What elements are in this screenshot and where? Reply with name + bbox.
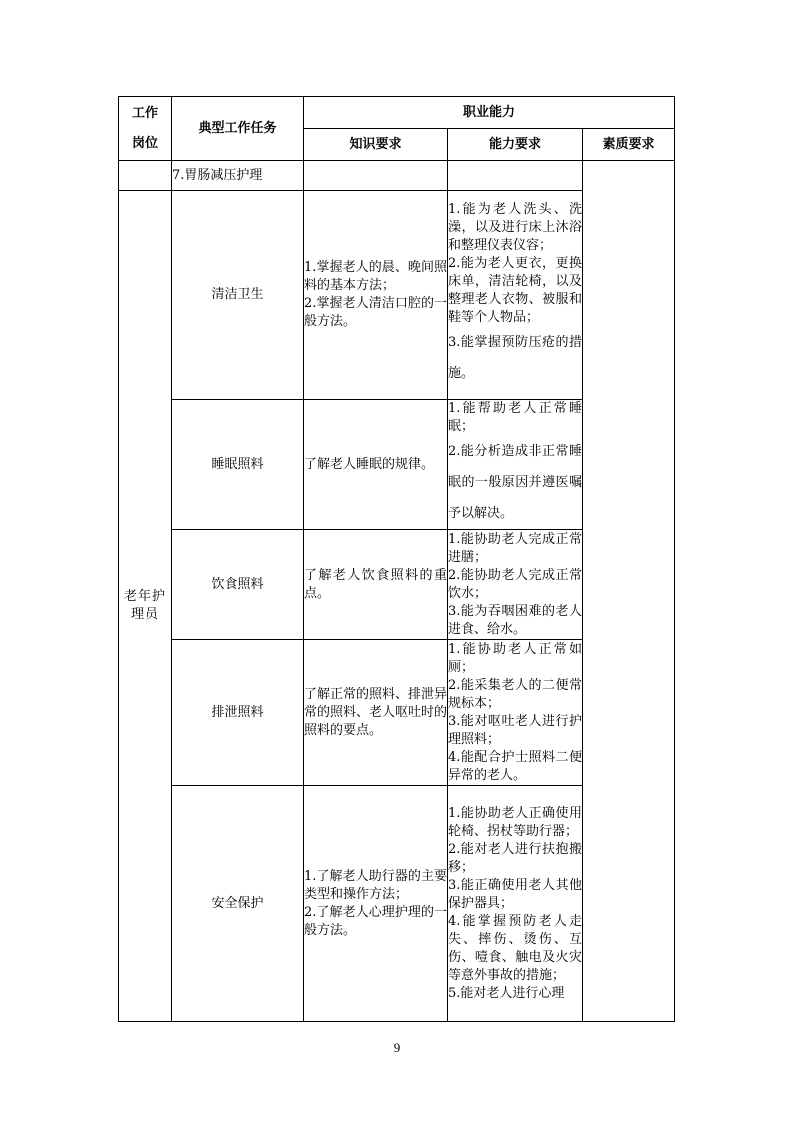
ability-cell [448,161,583,191]
ability-item: 4.能掌握预防老人走失、摔伤、烫伤、互伤、噎食、触电及火灾等意外事故的措施； [448,913,582,983]
ability-item: 2.能协助老人完成正常饮水； [448,567,582,601]
ability-item: 3.能正确使用老人其他保护器具； [448,877,582,911]
ability-item: 3.能为吞咽困难的老人进食、给水。 [448,603,582,637]
ability-item: 4.能配合护士照料二便异常的老人。 [448,749,582,783]
ability-item: 2.能采集老人的二便常规标本； [448,677,582,711]
knowledge-cell [304,161,448,191]
ability-cell [448,640,583,786]
knowledge-item: 了解正常的照料、排泄异常的照料、老人呕吐时的照料的要点。 [304,686,448,738]
ability-item: 1.能协助老人正常如厕； [448,641,582,675]
knowledge-cell [304,191,448,400]
page-number: 9 [393,1040,401,1055]
post-cell: 老年护理员 [119,191,172,1022]
occupational-ability-table [118,96,675,1022]
ability-item: 1.能协助老人完成正常进膳； [448,531,582,565]
knowledge-cell [304,400,448,530]
knowledge-item: 了解老人饮食照料的重点。 [304,567,447,601]
knowledge-item: 2.掌握老人清洁口腔的一般方法。 [304,296,447,329]
ability-item: 2.能对老人进行扶抱搬移； [448,841,582,875]
knowledge-item: 1.掌握老人的晨、晚间照料的基本方法； [304,260,447,293]
knowledge-cell [304,530,448,640]
task-cell: 7.胃肠减压护理 [172,161,304,191]
ability-item: 1.能帮助老人正常睡眠； [448,401,582,434]
ability-item: 3.能掌握预防压疮的措施。 [448,335,582,381]
header-knowledge: 知识要求 [304,129,448,161]
knowledge-cell [304,786,448,1022]
task-cell: 清洁卫生 [172,191,304,400]
ability-item: 2.能为老人更衣，更换床单，清洁轮椅，以及整理老人衣物、被服和鞋等个人物品； [448,256,582,325]
knowledge-item: 1.了解老人助行器的主要类型和操作方法； [304,868,447,902]
header-post-line1: 工作 [131,105,158,121]
header-quality: 素质要求 [583,129,675,161]
task-cell: 饮食照料 [172,530,304,640]
knowledge-item: 了解老人睡眠的规律。 [304,456,435,472]
task-cell: 排泄照料 [172,640,304,786]
header-post-line2: 岗位 [131,135,158,151]
ability-cell [448,400,583,530]
quality-cell [583,161,675,1022]
ability-item: 1.能协助老人正确使用轮椅、拐杖等助行器； [448,805,582,839]
header-post [119,97,172,161]
ability-item: 3.能对呕吐老人进行护理照料； [448,713,582,747]
ability-item: 5.能对老人进行心理 [448,985,565,1001]
ability-cell [448,530,583,640]
ability-item: 1.能为老人洗头、洗澡，以及进行床上沐浴和整理仪表仪容； [448,202,582,253]
ability-cell [448,786,583,1022]
header-ability-group: 职业能力 [304,97,675,129]
ability-cell [448,191,583,400]
post-cell-empty [119,161,172,191]
table-row [119,161,675,191]
task-cell: 睡眠照料 [172,400,304,530]
task-cell: 安全保护 [172,786,304,1022]
header-task: 典型工作任务 [172,97,304,161]
header-ability: 能力要求 [448,129,583,161]
knowledge-item: 2.了解老人心理护理的一般方法。 [304,904,447,938]
knowledge-cell [304,640,448,786]
ability-item: 2.能分析造成非正常睡眠的一般原因并遵医嘱予以解决。 [448,444,582,521]
